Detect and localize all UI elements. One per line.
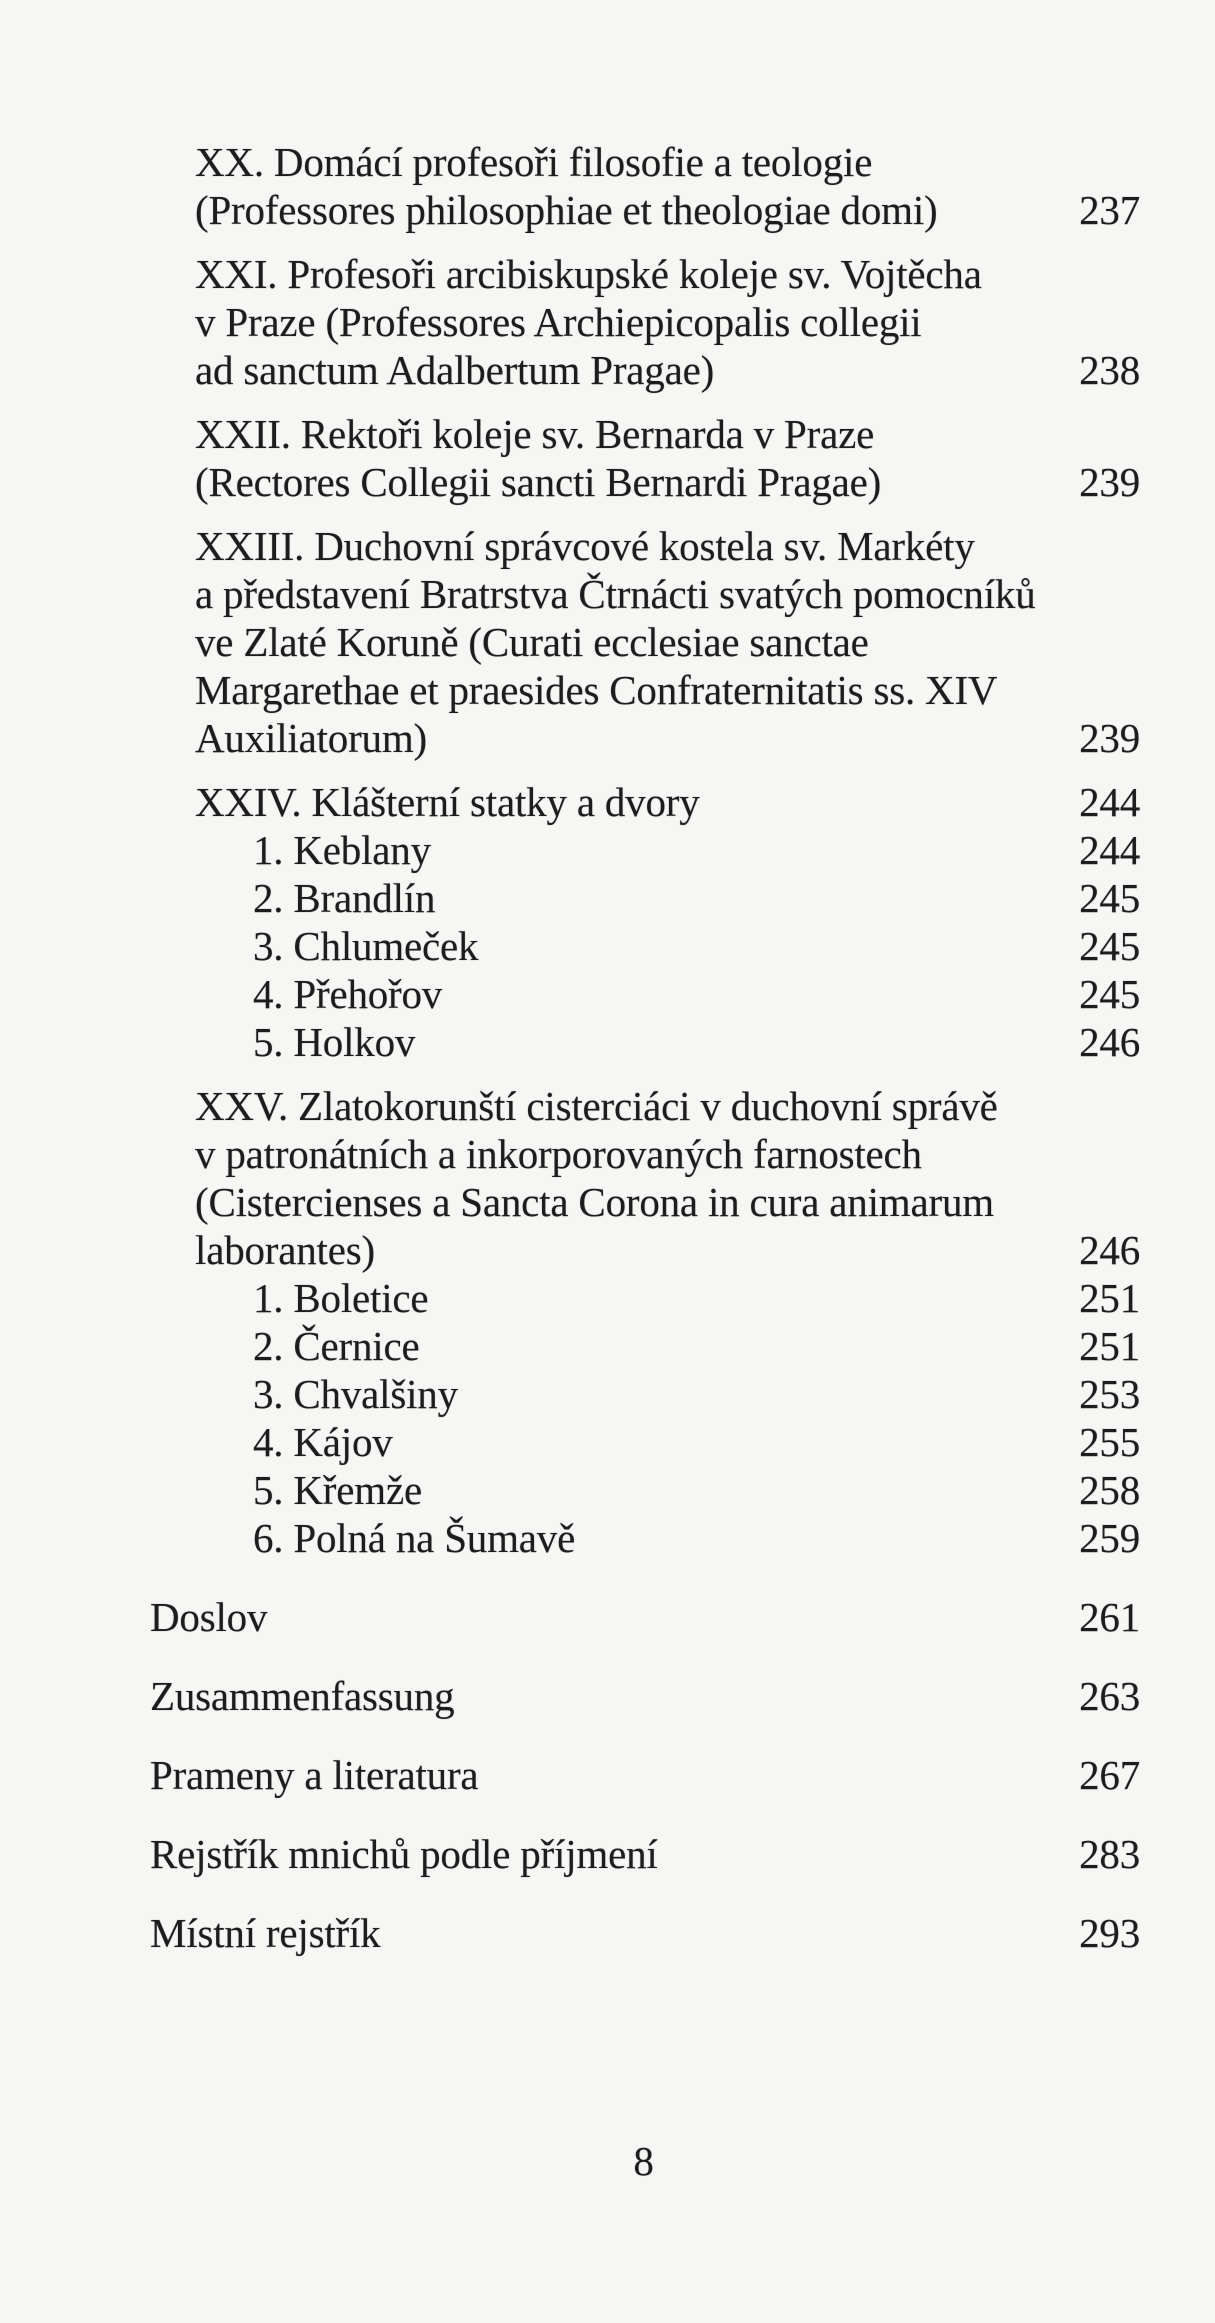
toc-subentry [253,1418,1140,1466]
toc-subentry [253,1322,1140,1370]
toc-entry-line: 4. Přehořov [253,971,443,1017]
toc-subentry [253,826,1140,874]
toc-entry-page: 251 [1079,1323,1140,1369]
toc-entry [195,1082,1140,1274]
toc-entry-line: 2. Černice [253,1323,420,1369]
toc-entry-line: 2. Brandlín [253,875,436,921]
toc-entry [150,1751,1140,1799]
toc-entry-page: 263 [1079,1673,1140,1719]
toc-entry-page: 267 [1079,1752,1140,1798]
toc-entry-line: XXII. Rektoři koleje sv. Bernarda v Praze [195,411,875,457]
toc-entry-line: Auxiliatorum) [195,715,427,761]
toc-entry-page: 251 [1079,1275,1140,1321]
toc-entry-page: 237 [1079,187,1140,233]
toc-entry-line: 5. Křemže [253,1467,422,1513]
toc-entry-line: v patronátních a inkorporovaných farnostech [195,1131,922,1177]
toc-entry-line: (Professores philosophiae et theologiae domi) [195,187,938,233]
toc-entry-page: 293 [1079,1910,1140,1956]
toc-entry-line: XXIV. Klášterní statky a dvory [195,779,700,825]
toc-subentry [253,1274,1140,1322]
toc-entry-line: 4. Kájov [253,1419,393,1465]
page-number: 8 [633,2138,654,2184]
toc-entry-page: 244 [1079,827,1140,873]
toc-subentry [253,1370,1140,1418]
toc-subentry [253,874,1140,922]
toc-entry [150,1830,1140,1878]
toc-subentry [253,1514,1140,1562]
toc-entry-line: XXV. Zlatokorunští cisterciáci v duchovní správě [195,1083,998,1129]
toc-entry-line: (Rectores Collegii sancti Bernardi Pragae) [195,459,882,505]
toc-entry-page: 239 [1079,715,1140,761]
toc-entry [150,1593,1140,1641]
toc-entry-line: XXIII. Duchovní správcové kostela sv. Markéty [195,523,975,569]
toc-entry-line: 1. Keblany [253,827,431,873]
toc-entry [195,522,1140,762]
toc-entry-line: 1. Boletice [253,1275,429,1321]
toc-entry-page: 259 [1079,1515,1140,1561]
toc-entry-page: 255 [1079,1419,1140,1465]
toc-entry-page: 245 [1079,923,1140,969]
toc-entry-page: 245 [1079,971,1140,1017]
toc-entry-page: 246 [1079,1227,1140,1273]
toc-subentry [253,1018,1140,1066]
toc-entry-line: Zusammenfassung [150,1673,455,1719]
toc-entry-page: 239 [1079,459,1140,505]
toc-entry [150,1909,1140,1957]
toc-subentry [253,922,1140,970]
toc-entry-line: v Praze (Professores Archiepicopalis collegii [195,299,922,345]
toc-entry-line: ve Zlaté Koruně (Curati ecclesiae sanctae [195,619,869,665]
toc-entry-page: 246 [1079,1019,1140,1065]
toc-entry-line: Rejstřík mnichů podle příjmení [150,1831,658,1877]
toc-entry [195,250,1140,394]
toc-entry-page: 283 [1079,1831,1140,1877]
toc-entry-line: (Cistercienses a Sancta Corona in cura animarum [195,1179,994,1225]
toc-entry-page: 245 [1079,875,1140,921]
toc-entry-line: 3. Chlumeček [253,923,479,969]
toc-entry-page: 261 [1079,1594,1140,1640]
toc-entry-line: 3. Chvalšiny [253,1371,458,1417]
toc-entry-line: Místní rejstřík [150,1910,381,1956]
toc-entry [195,778,1140,826]
toc-entry-page: 238 [1079,347,1140,393]
toc-subentry [253,1466,1140,1514]
toc-entry-page: 253 [1079,1371,1140,1417]
toc-entry-page: 244 [1079,779,1140,825]
toc-entry-line: laborantes) [195,1227,375,1273]
toc-entry [150,1672,1140,1720]
toc-entry-line: 6. Polná na Šumavě [253,1515,576,1561]
toc-entry-page: 258 [1079,1467,1140,1513]
toc-entry [195,410,1140,506]
toc-entry-line: Doslov [150,1594,268,1640]
toc-entry-line: Margarethae et praesides Confraternitatis ss. XIV [195,667,998,713]
toc-entry-line: XXI. Profesoři arcibiskupské koleje sv. Vojtěcha [195,251,982,297]
toc-entry-line: ad sanctum Adalbertum Pragae) [195,347,715,393]
toc-entry-line: Prameny a literatura [150,1752,479,1798]
toc-subentry [253,970,1140,1018]
toc-entry-line: XX. Domácí profesoři filosofie a teologie [195,139,873,185]
toc-entry-line: 5. Holkov [253,1019,416,1065]
toc-entry [195,138,1140,234]
toc-entry-line: a představení Bratrstva Čtrnácti svatých pomocníků [195,571,1036,617]
